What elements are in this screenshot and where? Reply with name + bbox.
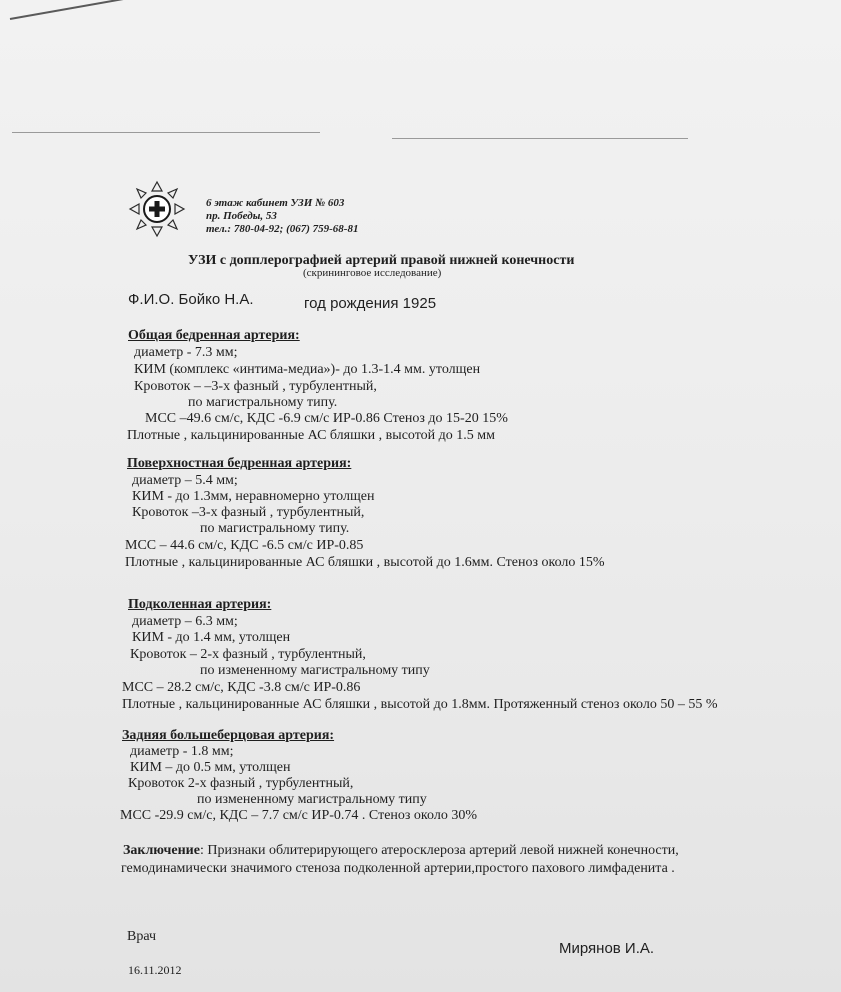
- clinic-cross-logo-icon: [128, 180, 186, 238]
- section-title-posterior-tibial: Задняя большеберцовая артерия:: [122, 728, 335, 743]
- section-title-superficial-femoral: Поверхностная бедренная артерия:: [127, 456, 352, 471]
- birth-year: год рождения 1925: [304, 295, 437, 312]
- section-line: МСС – 28.2 см/с, КДС -3.8 см/с ИР-0.86: [122, 680, 361, 695]
- pen-stroke: [10, 0, 129, 20]
- section-title-common-femoral: Общая бедренная артерия:: [128, 328, 300, 343]
- section-line: Кровоток – 2-х фазный , турбулентный,: [130, 647, 366, 662]
- section-line: диаметр - 7.3 мм;: [134, 345, 238, 360]
- doctor-label: Врач: [127, 929, 157, 944]
- section-line: Плотные , кальцинированные АС бляшки , высотой до 1.6мм. Стеноз около 15%: [125, 555, 605, 570]
- clinic-address: пр. Победы, 53: [206, 210, 277, 222]
- section-line: по магистральному типу.: [188, 395, 338, 410]
- clinic-room: 6 этаж кабинет УЗИ № 603: [206, 197, 345, 209]
- section-line: КИМ - до 1.3мм, неравномерно утолщен: [132, 489, 375, 504]
- section-line: КИМ - до 1.4 мм, утолщен: [132, 630, 291, 645]
- conclusion-label: Заключение: [123, 843, 200, 858]
- fold-line: [12, 132, 320, 133]
- section-line: по измененному магистральному типу: [197, 792, 427, 807]
- conclusion-line-2: гемодинамически значимого стеноза подколенной артерии,простого пахового лимфаденита .: [121, 861, 675, 876]
- section-line: КИМ (комплекс «интима-медиа»)- до 1.3-1.4 мм. утолщен: [134, 362, 481, 377]
- section-line: Кровоток –3-х фазный , турбулентный,: [132, 505, 365, 520]
- section-line: диаметр – 5.4 мм;: [132, 473, 238, 488]
- document-title: УЗИ с допплерографией артерий правой нижней конечности: [188, 253, 575, 268]
- section-line: диаметр - 1.8 мм;: [130, 744, 234, 759]
- document-subtitle: (скрининговое исследование): [303, 267, 442, 279]
- section-line: Кровоток 2-х фазный , турбулентный,: [128, 776, 354, 791]
- doctor-name: Мирянов И.А.: [559, 940, 655, 957]
- document-date: 16.11.2012: [128, 963, 182, 977]
- section-line: МСС – 44.6 см/с, КДС -6.5 см/с ИР-0.85: [125, 538, 364, 553]
- patient-name: Ф.И.О. Бойко Н.А.: [128, 291, 254, 308]
- section-line: КИМ – до 0.5 мм, утолщен: [130, 760, 291, 775]
- conclusion-line-1: [123, 844, 679, 858]
- section-line: Плотные , кальцинированные АС бляшки , высотой до 1.8мм. Протяженный стеноз около 50 – 55 %: [122, 697, 718, 712]
- conclusion-text: : Признаки облитерирующего атеросклероза артерий левой нижней конечности,: [199, 843, 679, 858]
- clinic-phones: тел.: 780-04-92; (067) 759-68-81: [206, 223, 359, 235]
- section-line: МСС -29.9 см/с, КДС – 7.7 см/с ИР-0.74 . Стеноз около 30%: [120, 808, 477, 823]
- fold-line: [392, 138, 688, 139]
- section-line: по магистральному типу.: [200, 521, 350, 536]
- section-title-popliteal: Подколенная артерия:: [128, 597, 272, 612]
- section-line: Кровоток – –3-х фазный , турбулентный,: [134, 379, 377, 394]
- section-line: по измененному магистральному типу: [200, 663, 430, 678]
- section-line: МСС –49.6 см/с, КДС -6.9 см/с ИР-0.86 Стеноз до 15-20 15%: [145, 411, 508, 426]
- section-line: диаметр – 6.3 мм;: [132, 614, 238, 629]
- section-line: Плотные , кальцинированные АС бляшки , высотой до 1.5 мм: [127, 428, 495, 443]
